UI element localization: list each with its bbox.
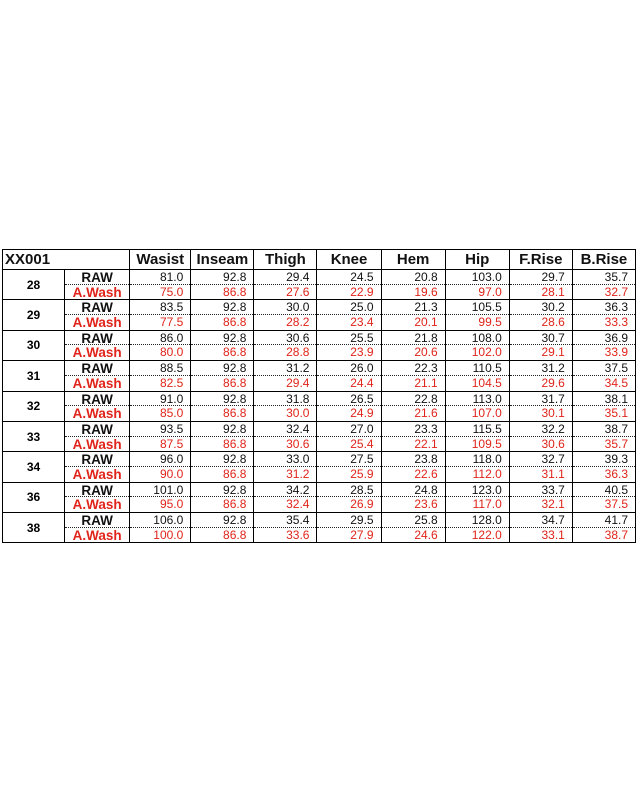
wash-value: 35.7: [604, 436, 628, 451]
wash-value: 23.9: [350, 345, 374, 360]
size-chart-table: [2, 249, 636, 543]
wash-value: 86.8: [223, 497, 247, 512]
raw-value: 92.8: [191, 361, 253, 376]
measurement-cell: [130, 361, 191, 391]
measurement-cell: [509, 482, 572, 512]
raw-value: 32.2: [510, 422, 572, 437]
raw-value: 118.0: [446, 452, 509, 467]
size-label: 32: [3, 391, 65, 421]
measurement-cell: [254, 421, 317, 451]
measurement-cell: [191, 482, 254, 512]
raw-value: 92.8: [191, 513, 253, 528]
raw-value: 30.7: [510, 331, 572, 346]
wash-value: 21.1: [414, 375, 438, 390]
raw-value: 92.8: [191, 422, 253, 437]
column-header: F.Rise: [509, 250, 572, 270]
after-wash-label: A.Wash: [72, 527, 122, 543]
measurement-cell: [191, 421, 254, 451]
raw-value: 37.5: [573, 361, 635, 376]
wash-value: 28.6: [541, 315, 565, 330]
wash-value: 86.8: [223, 466, 247, 481]
wash-value: 85.0: [159, 406, 184, 421]
measurement-cell: [445, 270, 509, 300]
wash-value: 86.8: [223, 406, 247, 421]
wash-value: 30.6: [541, 436, 565, 451]
raw-value: 35.7: [573, 270, 635, 285]
wash-value: 37.5: [604, 497, 628, 512]
measurement-cell: [381, 482, 445, 512]
raw-value: 123.0: [446, 483, 509, 498]
wash-value: 22.1: [414, 436, 438, 451]
measurement-cell: [572, 330, 635, 360]
wash-value: 27.6: [286, 284, 310, 299]
measurement-cell: [130, 482, 191, 512]
raw-value: 83.5: [130, 300, 190, 315]
measurement-cell: [572, 300, 635, 330]
after-wash-label: A.Wash: [72, 345, 122, 361]
table-row: [3, 482, 636, 512]
size-label: 33: [3, 421, 65, 451]
raw-value: 20.8: [382, 270, 445, 285]
wash-value: 29.1: [541, 345, 565, 360]
raw-value: 25.5: [317, 331, 380, 346]
after-wash-label: A.Wash: [72, 466, 122, 482]
raw-value: 106.0: [130, 513, 190, 528]
raw-value: 41.7: [573, 513, 635, 528]
wash-value: 102.0: [471, 345, 502, 360]
wash-value: 82.5: [159, 375, 184, 390]
raw-value: 38.7: [573, 422, 635, 437]
wash-value: 29.6: [541, 375, 565, 390]
wash-value: 90.0: [159, 466, 184, 481]
wash-value: 107.0: [471, 406, 502, 421]
wash-value: 33.6: [286, 527, 310, 542]
wash-value: 24.6: [414, 527, 438, 542]
wash-value: 77.5: [159, 315, 184, 330]
size-label: 30: [3, 330, 65, 360]
raw-value: 22.3: [382, 361, 445, 376]
raw-value: 26.0: [317, 361, 380, 376]
measure-type-cell: [65, 270, 130, 300]
size-label: 31: [3, 361, 65, 391]
measurement-cell: [317, 391, 381, 421]
wash-value: 33.3: [604, 315, 628, 330]
raw-value: 23.8: [382, 452, 445, 467]
measurement-cell: [191, 513, 254, 543]
measurement-cell: [445, 300, 509, 330]
table-body: [3, 270, 636, 543]
wash-value: 29.4: [286, 375, 310, 390]
after-wash-label: A.Wash: [72, 406, 122, 421]
table-row: [3, 330, 636, 360]
wash-value: 19.6: [414, 284, 438, 299]
wash-value: 24.9: [350, 406, 374, 421]
raw-value: 30.2: [510, 300, 572, 315]
measurement-cell: [317, 513, 381, 543]
wash-value: 22.9: [350, 284, 374, 299]
raw-label: RAW: [65, 331, 129, 346]
measure-type-cell: [65, 513, 130, 543]
raw-label: RAW: [65, 361, 129, 376]
raw-value: 33.0: [254, 452, 316, 467]
size-label: 28: [3, 270, 65, 300]
raw-value: 29.5: [317, 513, 380, 528]
raw-value: 110.5: [446, 361, 509, 376]
raw-label: RAW: [65, 300, 129, 315]
measurement-cell: [317, 421, 381, 451]
raw-value: 32.4: [254, 422, 316, 437]
measurement-cell: [381, 513, 445, 543]
measurement-cell: [130, 513, 191, 543]
size-label: 36: [3, 482, 65, 512]
wash-value: 20.1: [414, 315, 438, 330]
raw-value: 92.8: [191, 300, 253, 315]
wash-value: 117.0: [472, 497, 502, 512]
measurement-cell: [254, 270, 317, 300]
raw-value: 31.2: [254, 361, 316, 376]
wash-value: 23.4: [350, 315, 374, 330]
raw-value: 40.5: [573, 483, 635, 498]
raw-label: RAW: [65, 513, 129, 528]
measurement-cell: [254, 330, 317, 360]
measurement-cell: [445, 482, 509, 512]
raw-value: 92.8: [191, 452, 253, 467]
measurement-cell: [381, 330, 445, 360]
raw-value: 103.0: [446, 270, 509, 285]
raw-value: 38.1: [573, 392, 635, 407]
measurement-cell: [381, 361, 445, 391]
column-header: Knee: [317, 250, 381, 270]
wash-value: 34.5: [604, 375, 628, 390]
raw-value: 35.4: [254, 513, 316, 528]
measurement-cell: [317, 452, 381, 482]
raw-label: RAW: [65, 483, 129, 498]
raw-value: 27.0: [317, 422, 380, 437]
measurement-cell: [445, 513, 509, 543]
measurement-cell: [254, 452, 317, 482]
raw-value: 21.8: [382, 331, 445, 346]
wash-value: 25.4: [350, 436, 374, 451]
raw-value: 22.8: [382, 392, 445, 407]
measurement-cell: [191, 452, 254, 482]
raw-value: 92.8: [191, 270, 253, 285]
measurement-cell: [509, 361, 572, 391]
measurement-cell: [509, 513, 572, 543]
measurement-cell: [130, 270, 191, 300]
measurement-cell: [572, 391, 635, 421]
measurement-cell: [445, 452, 509, 482]
column-header: B.Rise: [572, 250, 635, 270]
wash-value: 28.8: [286, 345, 310, 360]
wash-value: 100.0: [153, 527, 184, 542]
wash-value: 38.7: [604, 527, 628, 542]
raw-value: 86.0: [130, 331, 190, 346]
size-label: 38: [3, 513, 65, 543]
after-wash-label: A.Wash: [72, 284, 122, 300]
raw-value: 23.3: [382, 422, 445, 437]
table-row: [3, 270, 636, 300]
raw-value: 105.5: [446, 300, 509, 315]
measurement-cell: [509, 421, 572, 451]
wash-value: 36.3: [604, 466, 628, 481]
measurement-cell: [381, 270, 445, 300]
after-wash-label: A.Wash: [72, 315, 122, 330]
raw-value: 32.7: [510, 452, 572, 467]
wash-value: 27.9: [350, 527, 374, 542]
measurement-cell: [445, 391, 509, 421]
raw-value: 92.8: [191, 483, 253, 498]
raw-label: RAW: [65, 270, 129, 285]
raw-value: 29.4: [254, 270, 316, 285]
wash-value: 86.8: [223, 315, 247, 330]
size-label: 29: [3, 300, 65, 330]
measurement-cell: [572, 421, 635, 451]
measurement-cell: [254, 513, 317, 543]
raw-value: 33.7: [510, 483, 572, 498]
raw-value: 30.6: [254, 331, 316, 346]
raw-value: 115.5: [446, 422, 509, 437]
measurement-cell: [130, 300, 191, 330]
wash-value: 112.0: [472, 466, 502, 481]
measurement-cell: [191, 300, 254, 330]
raw-value: 28.5: [317, 483, 380, 498]
wash-value: 75.0: [159, 284, 184, 299]
raw-value: 27.5: [317, 452, 380, 467]
raw-value: 92.8: [191, 392, 253, 407]
model-number: XX001: [3, 250, 130, 270]
wash-value: 99.5: [478, 315, 502, 330]
raw-value: 39.3: [573, 452, 635, 467]
column-header: Inseam: [191, 250, 254, 270]
measurement-cell: [317, 330, 381, 360]
wash-value: 32.7: [604, 284, 628, 299]
wash-value: 86.8: [223, 375, 247, 390]
raw-value: 30.0: [254, 300, 316, 315]
measurement-cell: [317, 482, 381, 512]
raw-value: 96.0: [130, 452, 190, 467]
measurement-cell: [317, 361, 381, 391]
measurement-cell: [381, 452, 445, 482]
measurement-cell: [509, 300, 572, 330]
measurement-cell: [381, 391, 445, 421]
measure-type-cell: [65, 300, 130, 330]
wash-value: 86.8: [223, 345, 247, 360]
measurement-cell: [130, 452, 191, 482]
raw-value: 24.5: [317, 270, 380, 285]
measure-type-cell: [65, 330, 130, 360]
raw-value: 36.3: [573, 300, 635, 315]
wash-value: 35.1: [604, 406, 628, 421]
measurement-cell: [130, 421, 191, 451]
measurement-cell: [572, 513, 635, 543]
raw-value: 29.7: [510, 270, 572, 285]
wash-value: 33.1: [541, 527, 565, 542]
raw-value: 88.5: [130, 361, 190, 376]
wash-value: 30.0: [286, 406, 310, 421]
wash-value: 104.5: [471, 375, 502, 390]
measure-type-cell: [65, 452, 130, 482]
measurement-cell: [254, 482, 317, 512]
raw-value: 25.8: [382, 513, 445, 528]
raw-value: 31.8: [254, 392, 316, 407]
raw-label: RAW: [65, 452, 129, 467]
raw-value: 93.5: [130, 422, 190, 437]
measurement-cell: [572, 482, 635, 512]
measurement-cell: [130, 391, 191, 421]
size-label: 34: [3, 452, 65, 482]
raw-value: 91.0: [130, 392, 190, 407]
wash-value: 31.2: [286, 466, 310, 481]
after-wash-label: A.Wash: [72, 436, 122, 452]
wash-value: 109.5: [471, 436, 502, 451]
after-wash-label: A.Wash: [72, 497, 122, 512]
wash-value: 33.9: [604, 345, 628, 360]
wash-value: 86.8: [223, 284, 247, 299]
table-row: [3, 513, 636, 543]
measure-type-cell: [65, 421, 130, 451]
raw-value: 34.2: [254, 483, 316, 498]
measurement-cell: [572, 270, 635, 300]
measurement-cell: [254, 361, 317, 391]
measurement-cell: [572, 361, 635, 391]
wash-value: 87.5: [159, 436, 184, 451]
measure-type-cell: [65, 482, 130, 512]
measurement-cell: [130, 330, 191, 360]
column-header: Hem: [381, 250, 445, 270]
measurement-cell: [445, 361, 509, 391]
wash-value: 86.8: [223, 527, 247, 542]
wash-value: 25.9: [350, 466, 374, 481]
wash-value: 97.0: [478, 284, 502, 299]
table-row: [3, 421, 636, 451]
measurement-cell: [254, 391, 317, 421]
wash-value: 26.9: [350, 497, 374, 512]
raw-value: 36.9: [573, 331, 635, 346]
wash-value: 21.6: [414, 406, 438, 421]
wash-value: 30.1: [541, 406, 565, 421]
raw-value: 31.7: [510, 392, 572, 407]
column-header: Hip: [445, 250, 509, 270]
wash-value: 95.0: [159, 497, 184, 512]
measurement-cell: [445, 330, 509, 360]
measurement-cell: [381, 421, 445, 451]
raw-label: RAW: [65, 392, 129, 407]
measurement-cell: [572, 452, 635, 482]
measurement-cell: [445, 421, 509, 451]
header-row: [3, 250, 636, 270]
measurement-cell: [509, 452, 572, 482]
wash-value: 32.4: [286, 497, 310, 512]
wash-value: 23.6: [414, 497, 438, 512]
wash-value: 28.2: [286, 315, 310, 330]
measurement-cell: [509, 330, 572, 360]
wash-value: 22.6: [414, 466, 438, 481]
raw-value: 26.5: [317, 392, 380, 407]
measure-type-cell: [65, 361, 130, 391]
measurement-cell: [317, 270, 381, 300]
column-header: Wasist: [130, 250, 191, 270]
raw-label: RAW: [65, 422, 129, 437]
after-wash-label: A.Wash: [72, 375, 122, 391]
raw-value: 101.0: [130, 483, 190, 498]
raw-value: 108.0: [446, 331, 509, 346]
raw-value: 81.0: [130, 270, 190, 285]
wash-value: 86.8: [223, 436, 247, 451]
wash-value: 24.4: [350, 375, 374, 390]
raw-value: 21.3: [382, 300, 445, 315]
raw-value: 128.0: [446, 513, 509, 528]
table-row: [3, 300, 636, 330]
table-row: [3, 452, 636, 482]
raw-value: 34.7: [510, 513, 572, 528]
raw-value: 113.0: [446, 392, 509, 407]
measurement-cell: [191, 391, 254, 421]
wash-value: 28.1: [541, 284, 565, 299]
table-row: [3, 361, 636, 391]
measurement-cell: [509, 391, 572, 421]
measurement-cell: [191, 361, 254, 391]
raw-value: 25.0: [317, 300, 380, 315]
wash-value: 20.6: [414, 345, 438, 360]
measure-type-cell: [65, 391, 130, 421]
measurement-cell: [509, 270, 572, 300]
wash-value: 32.1: [541, 497, 565, 512]
measurement-cell: [317, 300, 381, 330]
wash-value: 80.0: [159, 345, 184, 360]
measurement-cell: [191, 270, 254, 300]
measurement-cell: [191, 330, 254, 360]
raw-value: 31.2: [510, 361, 572, 376]
raw-value: 24.8: [382, 483, 445, 498]
table-row: [3, 391, 636, 421]
wash-value: 31.1: [541, 466, 565, 481]
raw-value: 92.8: [191, 331, 253, 346]
measurement-cell: [381, 300, 445, 330]
wash-value: 122.0: [471, 527, 502, 542]
wash-value: 30.6: [286, 436, 310, 451]
column-header: Thigh: [254, 250, 317, 270]
measurement-cell: [254, 300, 317, 330]
